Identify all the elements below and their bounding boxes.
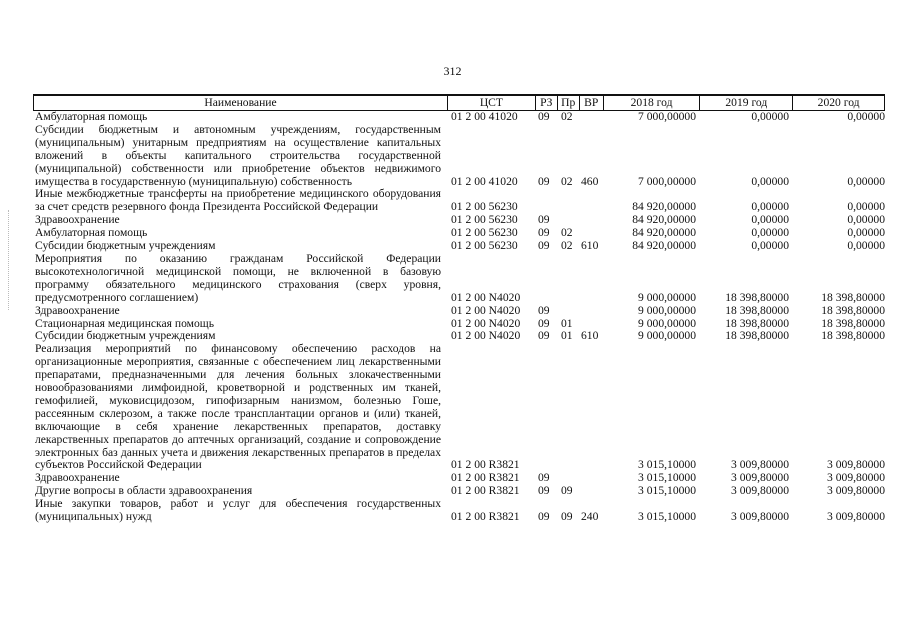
cell-name: Реализация мероприятий по финансовому обеспечению расходов на организационные мероприятия, связанные с обеспечением лиц лекарственными препаратами, предназначенными для лечения больных злокачественными новообразованиями лимфоидной, кроветворной и родственных им тканей, гемофилией, муковисцидозом, гипофизарным нанизмом, болезнью Гоше, рассеянным склерозом, а также после трансплантации органов и (или) тканей, включающие в себя хранение лекарственных препаратов, доставку лекарственных препаратов до аптечных организаций, создание и сопровождение электронных баз данных учета и движения лекарственных препаратов в пределах субъектов Российской Федерации [35,342,441,472]
cell-2019: 0,00000 [751,110,789,123]
cell-pr: 02 [561,110,573,123]
cell-2018: 9 000,00000 [638,329,696,343]
cell-2019: 18 398,80000 [725,303,789,317]
cell-2018: 84 920,00000 [632,200,696,214]
cell-2018: 7 000,00000 [638,110,696,123]
cell-rz: 09 [538,239,550,253]
cell-2020: 3 009,80000 [827,471,885,485]
cell-name: Здравоохранение [35,471,120,485]
cell-vr: 240 [581,510,599,524]
cell-2019: 0,00000 [751,226,789,240]
cell-2020: 0,00000 [847,213,885,227]
cell-2019: 3 009,80000 [731,471,789,485]
header-2019: 2019 год [699,96,792,110]
cell-2020: 0,00000 [847,200,885,214]
cell-2020: 18 398,80000 [821,316,885,330]
cell-cst: 01 2 00 56230 [451,226,518,240]
cell-2018: 3 015,10000 [638,458,696,472]
cell-2019: 18 398,80000 [725,316,789,330]
cell-2018: 84 920,00000 [632,226,696,240]
cell-rz: 09 [538,329,550,343]
cell-name: Субсидии бюджетным учреждениям [35,329,216,343]
cell-rz: 09 [538,174,550,188]
cell-2018: 9 000,00000 [638,290,696,304]
table-header [33,94,885,111]
cell-cst: 01 2 00 N4020 [451,303,521,317]
cell-rz: 09 [538,213,550,227]
cell-cst: 01 2 00 56230 [451,200,518,214]
page-number: 312 [443,64,462,78]
cell-vr: 610 [581,239,599,253]
cell-cst: 01 2 00 56230 [451,239,518,253]
cell-name: Здравоохранение [35,213,120,227]
cell-2020: 3 009,80000 [827,484,885,498]
cell-cst: 01 2 00 56230 [451,213,518,227]
header-vr: ВР [579,96,603,110]
cell-cst: 01 2 00 41020 [451,110,518,123]
table-row [33,253,885,305]
cell-2018: 3 015,10000 [638,471,696,485]
cell-name: Амбулаторная помощь [35,226,148,240]
cell-rz: 09 [538,110,550,123]
cell-2019: 3 009,80000 [731,484,789,498]
cell-2020: 18 398,80000 [821,329,885,343]
cell-2018: 7 000,00000 [638,174,696,188]
cell-name: Другие вопросы в области здравоохранения [35,484,253,498]
cell-vr: 460 [581,174,599,188]
cell-2019: 18 398,80000 [725,329,789,343]
cell-2018: 9 000,00000 [638,316,696,330]
cell-rz: 09 [538,316,550,330]
header-2018: 2018 год [603,96,700,110]
cell-2018: 3 015,10000 [638,484,696,498]
cell-2018: 84 920,00000 [632,239,696,253]
cell-name: Иные межбюджетные трансферты на приобретение медицинского оборудования за счет средств резервного фонда Президента Российской Федерации [35,187,441,214]
cell-name: Амбулаторная помощь [35,110,148,123]
cell-cst: 01 2 00 R3821 [451,458,520,472]
cell-2020: 0,00000 [847,239,885,253]
cell-2019: 0,00000 [751,213,789,227]
cell-2020: 3 009,80000 [827,458,885,472]
cell-cst: 01 2 00 R3821 [451,471,520,485]
cell-2018: 9 000,00000 [638,303,696,317]
cell-pr: 09 [561,484,573,498]
cell-rz: 09 [538,510,550,524]
table-row [33,498,885,524]
cell-rz: 09 [538,484,550,498]
cell-2019: 0,00000 [751,174,789,188]
cell-2019: 3 009,80000 [731,510,789,524]
cell-cst: 01 2 00 N4020 [451,290,521,304]
cell-name: Иные закупки товаров, работ и услуг для обеспечения государственных (муниципальных) нужд [35,497,441,524]
cell-rz: 09 [538,471,550,485]
cell-cst: 01 2 00 R3821 [451,510,520,524]
cell-2019: 0,00000 [751,239,789,253]
table-row [33,111,885,124]
cell-vr: 610 [581,329,599,343]
cell-name: Здравоохранение [35,303,120,317]
cell-pr: 09 [561,510,573,524]
cell-2020: 0,00000 [847,226,885,240]
table-row [33,124,885,189]
cell-2019: 3 009,80000 [731,458,789,472]
cell-pr: 02 [561,226,573,240]
cell-pr: 02 [561,239,573,253]
cell-cst: 01 2 00 N4020 [451,316,521,330]
cell-pr: 01 [561,329,573,343]
cell-cst: 01 2 00 41020 [451,174,518,188]
cell-2019: 0,00000 [751,200,789,214]
cell-cst: 01 2 00 R3821 [451,484,520,498]
cell-pr: 01 [561,316,573,330]
cell-2020: 18 398,80000 [821,303,885,317]
header-2020: 2020 год [792,96,884,110]
budget-table [33,94,885,524]
header-name: Наименование [204,96,277,109]
cell-rz: 09 [538,226,550,240]
header-cst: ЦСТ [447,96,535,110]
cell-2020: 3 009,80000 [827,510,885,524]
cell-pr: 02 [561,174,573,188]
table-row [33,305,885,318]
header-rz: РЗ [535,96,557,110]
cell-2020: 0,00000 [847,174,885,188]
cell-2020: 0,00000 [847,110,885,123]
cell-cst: 01 2 00 N4020 [451,329,521,343]
cell-name: Стационарная медицинская помощь [35,316,215,330]
header-pr: Пр [557,96,579,110]
cell-2018: 3 015,10000 [638,510,696,524]
cell-name: Субсидии бюджетным и автономным учреждениям, государственным (муниципальным) унитарным предприятиям на осуществление капитальных вложений в объекты капитального строительства государственной (муниципальной) собственности или приобретение объектов недвижимого имущества в государственную (муниципальную) собственность [35,122,441,188]
table-row [33,343,885,472]
cell-name: Субсидии бюджетным учреждениям [35,239,216,253]
table-row [33,188,885,214]
table-body [33,111,885,524]
cell-2019: 18 398,80000 [725,290,789,304]
cell-name: Мероприятия по оказанию гражданам Российской Федерации высокотехнологичной медицинской помощи, не включенной в базовую программу обязательного медицинского страхования (сверх уровня, предусмотренного соглашением) [35,251,441,304]
cell-2020: 18 398,80000 [821,290,885,304]
cell-2018: 84 920,00000 [632,213,696,227]
cell-rz: 09 [538,303,550,317]
scan-margin-marks [8,210,11,310]
